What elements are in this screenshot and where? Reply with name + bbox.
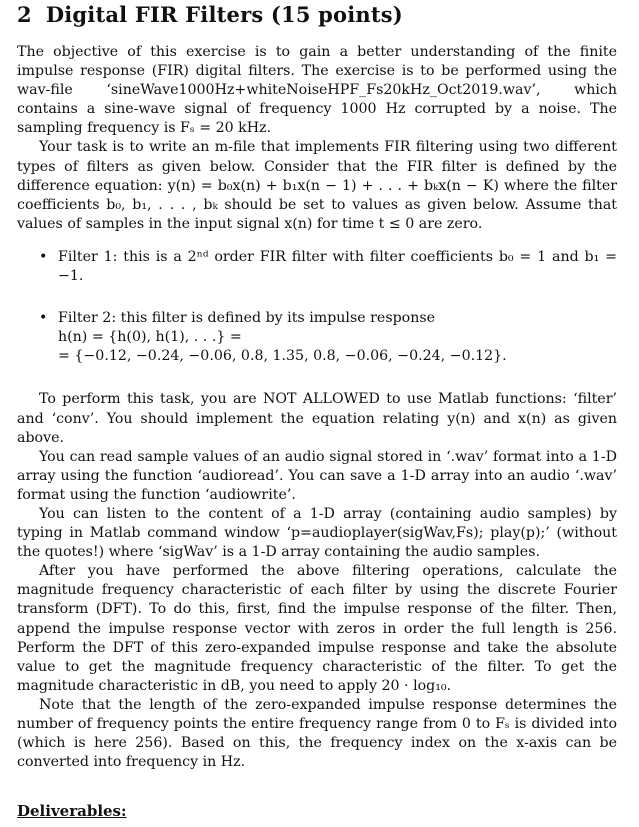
filter-2-line-3: = {−0.12, −0.24, −0.06, 0.8, 1.35, 0.8, −0.06, −0.24, −0.12}.: [58, 348, 507, 365]
paragraph-magnitude: After you have performed the above filtering operations, calculate the magnitude frequency characteristic of each filter by using the discrete Fourier transform (DFT). To do this, first, find the impulse response of the filter. Then, append the impulse response vector with zeros in order the full length is 256. Perform the DFT of this zero-expanded impulse response and take the absolute value to get the magnitude frequency characteristic of the filter. To get the magnitude characteristic in dB, you need to apply 20 · log₁₀.: [17, 563, 617, 694]
bullet-filter-1: [17, 248, 617, 286]
paragraph-task: Your task is to write an m-file that implements FIR filtering using two different types of filters as given below. Consider that the FIR filter is defined by the difference equation: y(n) = b₀x(n) + b₁x(n − 1) + . . . + bₖx(n − K) where the filter coefficients b₀, b₁, . . . , bₖ should be set to values as given below. Assume that values of samples in the input signal x(n) for time t ≤ 0 are zero.: [17, 139, 617, 232]
bullet-filter-2: [17, 309, 617, 366]
deliverables-heading: Deliverables:: [17, 802, 127, 820]
paragraph-audioread: You can read sample values of an audio signal stored in ‘.wav’ format into a 1-D array using the function ‘audioread’. You can save a 1-D array into an audio ‘.wav’ format using the function ‘audiowrite’.: [17, 448, 617, 503]
bullet-dot: •: [39, 248, 48, 265]
bullet-dot: •: [39, 310, 48, 327]
paragraph-listen: You can listen to the content of a 1-D array (containing audio samples) by typing in Matlab command window ‘p=audioplayer(sigWav,Fs); play(p);’ (without the quotes!) where ‘sigWav’ is a 1-D array containing the audio samples.: [17, 505, 617, 561]
paragraph-intro: The objective of this exercise is to gain a better understanding of the finite impulse response (FIR) digital filters. The exercise is to be performed using the wav-file ‘sineWave1000Hz+whiteNoiseHPF_Fs20kHz_Oct2019.wav’, which contains a sine-wave signal of frequency 1000 Hz corrupted by a noise. The sampling frequency is Fₛ = 20 kHz.: [17, 44, 617, 137]
filter-2-line-1: Filter 2: this filter is defined by its impulse response: [58, 310, 436, 327]
section-number: 2: [17, 2, 32, 27]
paragraph-note: Note that the length of the zero-expanded impulse response determines the number of frequency points the entire frequency range from 0 to Fₛ is divided into (which is here 256). Based on this, the frequency index on the x-axis can be converted into frequency in Hz.: [17, 696, 617, 771]
filter-2-line-2: h(n) = {h(0), h(1), . . .} =: [58, 329, 242, 346]
section-body: [17, 43, 617, 772]
filter-1-text: Filter 1: this is a 2ⁿᵈ order FIR filter with filter coefficients b₀ = 1 and b₁ = −1.: [58, 248, 617, 285]
paragraph-not-allowed: To perform this task, you are NOT ALLOWED to use Matlab functions: ‘filter’ and ‘conv’. You should implement the equation relating y(n) and x(n) as given above.: [17, 391, 617, 446]
section-heading: [17, 2, 403, 27]
section-title: Digital FIR Filters (15 points): [45, 2, 403, 27]
